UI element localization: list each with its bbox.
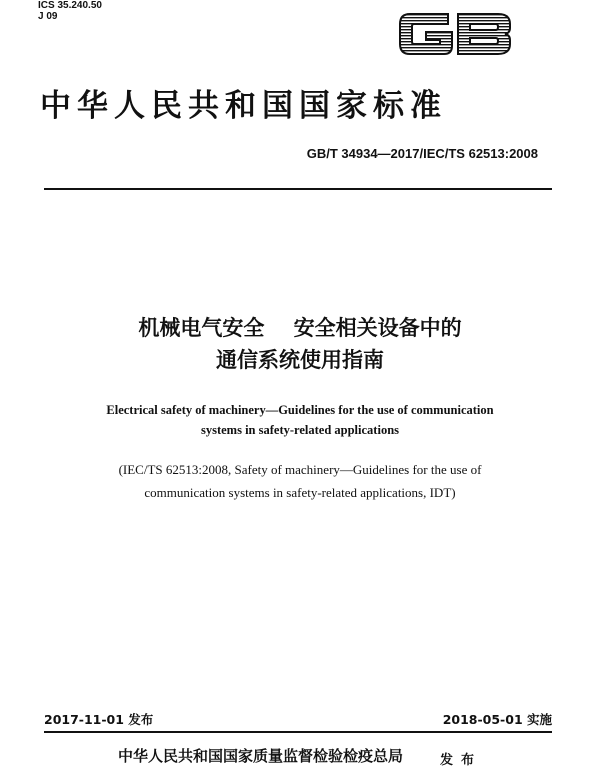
chinese-title-line-1: 机械电气安全 安全相关设备中的 [138,316,462,340]
ics-code: ICS 35.240.50 [38,0,102,11]
implementation-date: 2018-05-01 实施 [442,712,552,727]
issue-date: 2017-11-01 发布 [44,712,154,727]
bottom-divider [44,731,552,733]
iec-reference-line-2: communication systems in safety-related applications, IDT) [144,485,456,500]
standard-organization: 中华人民共和国国家标准 [40,88,447,124]
issued-label: 发布 [440,753,483,768]
chinese-title-line-2: 通信系统使用指南 [216,348,384,372]
english-title-line-1: Electrical safety of machinery—Guidelines for the use of communication [106,403,494,417]
english-title-line-2: systems in safety-related applications [200,423,400,437]
iec-reference-line-1: (IEC/TS 62513:2008, Safety of machinery—Guidelines for the use of [118,462,482,477]
standard-number: GB/T 34934—2017/IEC/TS 62513:2008 [306,146,538,161]
issuing-authority: 中华人民共和国国家质量监督检验检疫总局 [118,747,404,765]
ccs-code: J 09 [38,11,58,22]
gb-logo-icon [396,8,514,60]
top-divider [44,188,552,190]
